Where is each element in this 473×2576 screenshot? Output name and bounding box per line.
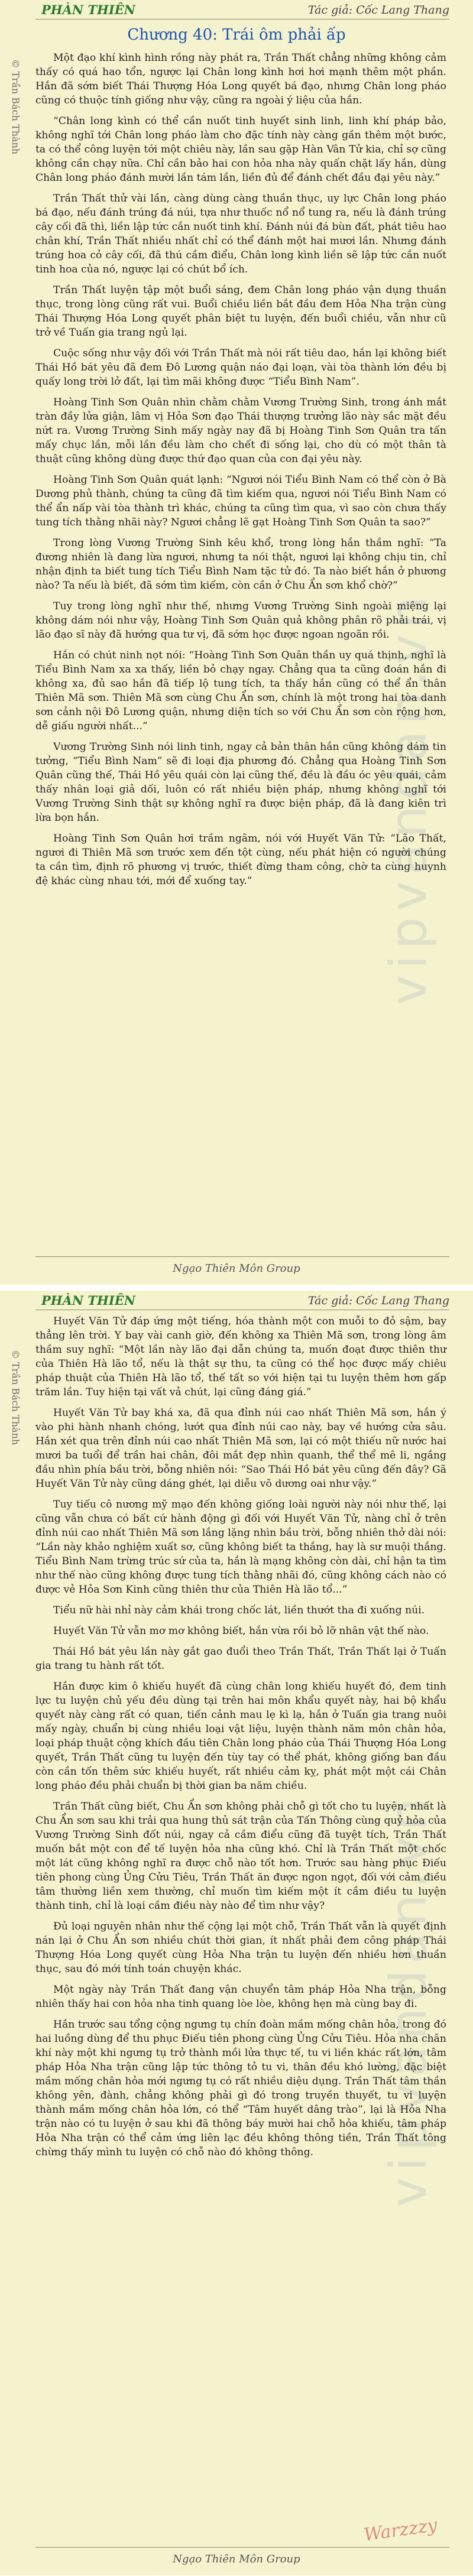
header-divider bbox=[35, 19, 449, 20]
paragraph: Hoàng Tinh Sơn Quân quát lạnh: “Ngươi nói Tiểu Bình Nam có thể còn ở Bà Dương phủ thành, chúng ta cũng đã tìm kiếm qua, ngươi nói Tiểu Bình Nam có thể ẩn nấp vài tòa thành trì khác, chúng ta cũng tìm qua, vì sao còn chưa thấy tung tích thằng nhãi này? Ngươi chẳng lẽ gạt Hoàng Tinh Sơn Quân ta sao?” bbox=[35, 474, 446, 528]
author-label: Tác giả: Cốc Lang Thang bbox=[307, 1294, 449, 1307]
page-one bbox=[0, 0, 473, 1285]
paragraph: Hoàng Tinh Sơn Quân hơi trầm ngâm, nói với Huyết Văn Tử: “Lão Thất, ngươi đi Thiên Mã sơn trước xem đến tột cùng, nếu phát hiện có người chúng ta cần tìm, định rõ phương vị trước, thiết đừng tham công, chờ ta cùng huynh đệ khác cùng nhau tới, mới để xuống tay.” bbox=[35, 833, 446, 887]
chapter-body-page-two bbox=[35, 1314, 446, 2166]
page-header bbox=[0, 1291, 473, 1308]
paragraph: Tiểu nữ hài nhỉ này cảm khái trong chốc lát, liền thướt tha đi xuống núi. bbox=[53, 1604, 425, 1616]
side-credit-text: © Trần Bách Thành bbox=[10, 59, 22, 154]
paragraph: Trần Thất thử vài lần, càng dùng càng thuần thục, uy lực Chân long pháo bá đạo, nếu đánh trúng đá núi, tựa như thuốc nổ nổ tung ra, nếu là đánh trúng cây cối đã thì, liền lập tức cắn nuốt tinh khí. Đánh núi đá bùn đất, phát tiêu hao chân khí, Trần Thất nhiều nhất chỉ có thể đánh một hai mươi lần. Nhưng đánh trúng hoa cỏ cây cối, đã thú cầm điểu, Chân long kình liền sẽ lập tức cắn nuốt tinh hoa của nó, ngược lại có chút bổ ích. bbox=[35, 193, 446, 275]
paragraph: “Chân long kình có thể cần nuốt tinh huyết sinh linh, linh khí pháp bảo, không nghĩ tới Chân long pháo làm cho đặc tính này càng gần thêm một bước, ta có thể công luyện tới một chiêu này, lần sau gặp Hàn Vân Tử kia, chỉ sợ cũng không cần chạy nữa. Chỉ cần bảo hai con hỏa nha này quấn chặt lấy hắn, dùng Chân long pháo đánh mười lần tám lần, liền đủ để đánh chết đầu đại yêu này.” bbox=[35, 115, 446, 184]
paragraph: Một đạo khí kình hình rồng này phát ra, Trần Thất chẳng những không cảm thấy có quá hao tổn, ngược lại Chân long kình hơi hơi mạnh thêm một phần. Hắn đã sớm biết Thái Thượng Hóa Long quyết bá đạo, nhưng Chân long pháo cũng có thuộc tính giống như vậy, cũng ra ngoài ý liệu của hắn. bbox=[35, 52, 446, 106]
paragraph: Hắn có chút ninh nọt nói: “Hoàng Tinh Sơn Quân thần uy quá thịnh, nghĩ là Tiểu Bình Nam xa xa thấy, liền bỏ chạy ngay. Chẳng qua ta cũng đoán hắn đi không xa, đủ sao hắn đã tiếp lộ tung tích, ta thấy hắn cũng có thể ẩn thân Thiên Mã sơn. Thiên Mã sơn cùng Chu Ẩn sơn, chính là một trong hai tòa danh sơn cảnh nội Đô Lương quận, nhưng diện tích so với Chu Ẩn sơn còn rộng hơn, dễ giấu người nhất...” bbox=[35, 649, 446, 732]
paragraph: Huyết Văn Tử bay khá xa, đã qua đỉnh núi cao nhất Thiên Mã sơn, hắn ý vào phi hành nhanh chóng, lướt qua đỉnh núi cao này, bay về hướng cửa sâu. Hắn xét qua trên đỉnh núi cao nhất Thiên Mã sơn, lại có một thiếu nữ nước hai mươi ba tuổi để trần hai chân, đôi mắt đẹp nhìn quanh, thể thể mê li, ngắng đầu nhìn phía bầu trời, bỗng nhiên nói: “Sao Thái Hồ bát yêu cũng đến đây? Gã Huyết Văn Tử này cũng dáng ghét, lại diễu võ dương oai như vậy.” bbox=[35, 1407, 446, 1490]
chapter-title: Chương 40: Trái ôm phải ấp bbox=[127, 26, 346, 44]
footer-divider bbox=[35, 1256, 449, 1257]
paragraph: Trần Thất luyện tập một buổi sáng, đem Chân long pháo vận dụng thuần thục, trong lòng cũng rất vui. Buổi chiều liền bắt đầu đem Hỏa Nha trận cùng Thái Thượng Hóa Long quyết phân biệt tu luyện, đến buổi chiều, vẫn như cũ trở về Tuấn gia trang ngủ lại. bbox=[35, 284, 446, 339]
paragraph: Trong lòng Vương Trường Sinh kêu khổ, trong lòng hắn thầm nghĩ: “Ta đương nhiên là đang lừa ngươi, nhưng ta nói thật, ngươi lại không chịu tin, chỉ nhận định ta biết tung tích Tiểu Bình Nam tặc tử đó. Ta nào biết hắn ở phương nào? Ta nếu là biết, đã sớm tìm kiếm, còn cần ở Chu Ẩn sơn khổ chờ?” bbox=[35, 537, 446, 592]
page-two bbox=[0, 1291, 473, 2575]
page-footer: Ngạo Thiên Môn Group bbox=[173, 2553, 300, 2565]
paragraph: Thái Hồ bát yêu lần này gắt gao đuổi theo Trần Thất, Trần Thất lại ở Tuấn gia trang tu hành rất tốt. bbox=[35, 1646, 446, 1672]
side-credit bbox=[6, 1326, 26, 1468]
paragraph: Tuy tiếu cô nương mỹ mạo đến không giống loài người này nói như thế, lại cũng vẫn chưa có bất cứ hành động gì đối với Huyết Văn Tử, nàng chỉ ở trên đỉnh núi cao nhất Thiên Mã sơn lắng lặng nhìn bầu trời, bỗng nhiên thở dài nói: “Lần này khảo nghiệm xuất sơ, cũng không biết ta thắng, hay là sư muội thắng. Tiểu Bình Nam trừng trúc sứ của ta, hắn là mạng không còn dài, chỉ hận ta tìm như thế nào cũng không được tung tích thằng nhãi đó, cũng không cách nào có được vẻ Hỏa Sơn Kinh cũng thiên thư của Thiên Hà lão tổ...” bbox=[35, 1499, 446, 1596]
page-gap bbox=[0, 1285, 473, 1291]
section-label: PHÀN THIÊN bbox=[41, 1293, 135, 1308]
paragraph: Hoàng Tinh Sơn Quân nhìn chằm chằm Vương Trường Sinh, trong ánh mắt tràn đầy lửa giận, lâm vị Hỏa Sơn đạo Thái thượng trưởng lão này sắc mặt đều nứt ra. Vương Trường Sinh mấy ngày nay đã bị Hoàng Tinh Sơn Quân tra tấn mấy chục lần, mỗi lần đều làm cho chết đi sống lại, cho dù có một thân tà thuật cũng không dùng được thứ đạo quan của con đại yêu này. bbox=[35, 397, 446, 465]
paragraph: Huyết Văn Tử vẫn mơ mơ không biết, hắn vừa rồi bỏ lỡ nhân vật thế nào. bbox=[53, 1625, 429, 1637]
section-label: PHÀN THIÊN bbox=[41, 2, 135, 17]
paragraph: Trần Thất cũng biết, Chu Ẩn sơn không phải chỗ gì tốt cho tu luyện, nhất là Chu Ẩn sơn sau khi trải qua hung thủ sát trận của Tấn Thông cùng quỷ hỏa của Vương Trường Sinh đốt núi, ngay cả cầm điểu cũng đã tuyệt tích, Trần Thất muốn bắt một con để tế luyện hỏa nha cũng khó. Chỉ là Trần Thất một chốc một lát cũng không nghĩ ra được chỗ nào tốt hơn. Trước sau hàng phục Điếu tiên phong cùng Ủng Cửu Tiêu, Trần Thất ăn được ngon ngọt, đối với cảm điều tâm thường liền xem thường, chỉ muốn tìm kiếm một ít cầm điều tu luyện thành tinh, chỉ là loại cầm điều này nào để tìm như vậy? bbox=[35, 1801, 446, 1912]
chapter-body-page-one bbox=[35, 51, 446, 895]
page-footer: Ngạo Thiên Môn Group bbox=[173, 1262, 300, 1275]
paragraph: Một ngày này Trần Thất đang vận chuyển tâm pháp Hỏa Nha trận, bỗng nhiên thấy hai con hỏa nha tinh quang lòe lòe, không hẹn mà cùng bay đi. bbox=[35, 1984, 446, 2010]
paragraph: Vương Trường Sinh nói linh tinh, ngay cả bản thân hắn cũng không dám tin tưởng, “Tiểu Bình Nam” sẽ đi loại địa phương đó. Chẳng qua Hoàng Tinh Sơn Quân cũng thế, Thái Hồ yêu quái còn lại cũng thế, đều là đầu óc yêu quái, cảm thấy nhân loại giả dối, luôn có rất nhiều biện pháp, nhưng không nghĩ tới Vương Trường Sinh thật sự không nghĩ ra được biện pháp, đã là đang kiên trì lừa bọn hắn. bbox=[35, 741, 446, 824]
author-label: Tác giả: Cốc Lang Thang bbox=[307, 4, 449, 17]
footer-divider bbox=[35, 2547, 449, 2548]
side-credit-text: © Trần Bách Thành bbox=[10, 1349, 22, 1445]
side-credit bbox=[6, 35, 26, 177]
paragraph: Hắn trước sau tổng cộng ngưng tụ chín đoàn mầm mống chân hỏa, trong đó hai luồng dùng để thu phục Điếu tiên phong cùng Ủng Cửu Tiêu. Hỏa nha chân khí này một khi ngưng tụ trở thành mồi lửa thực tế, tu vi liền khác rất lớn, tâm pháp Hỏa Nha trận cũng lập tức thông tỏ tu vi, thân đều khó lường, đặc biệt mầm mống chân hỏa mới ngưng tụ có rất nhiều diệu dụng. Trần Thất tâm thần không yên, đành, chẳng không phải gì đó trong truyền thuyết, tu vi luyện thành mầm mống chân hỏa lớn, có thể “Tâm huyết dâng trào”, lại là Hỏa Nha trận nào có tu luyện ở sau khi đã thông báy mười hai chỗ hỏa khiếu, tâm pháp Hỏa Nha trận có thể cảm ứng liên lạc đều không thông tiền, Trần Thất tông chừng thấy mình tu luyện có chỗ nào đó không thông. bbox=[35, 2019, 446, 2158]
watermark: vipvandan.vn bbox=[379, 1792, 439, 2208]
paragraph: Cuộc sống như vậy đối với Trần Thất mà nói rất tiêu dao, hắn lại không biết Thái Hồ bát yêu đã đem Đô Lương quận náo đại loạn, vài tòa thành lớn đều bị quấy long trời lở đất, lại tìm mãi không được “Tiểu Bình Nam”. bbox=[35, 347, 446, 388]
page-header bbox=[0, 0, 473, 18]
paragraph: Hắn được kim ô khiếu huyết đã cùng chân long khiếu huyết đó, đem tinh lực tu luyện chủ yếu đều dùng tại trên hai môn khẩu quyết này, hai bộ khẩu quyết này càng rất có quan, tiến cảnh mau lẹ kì lạ, hắn ở Tuấn gia trang nuôi mấy ngày, chuẩn bị cùng nhiều loại vật liệu, luyện thành năm môn chân hỏa, loại pháp thuật cộng khích đầu tiên Chân long pháo của Thái Thượng Hóa Long quyết, Trần Thất cũng tu luyện đến tùy tay có thể phát, không giống ban đầu còn cần tốn thêm sức khiếu huyết, rất nhiều cảm kỵ, phát một một cái Chân long pháo đều phải chuẩn bị thời gian ba năm chiều. bbox=[35, 1681, 446, 1792]
watermark: vipvandan.vn bbox=[379, 590, 439, 1006]
paragraph: Đủ loại nguyên nhân như thế cộng lại một chỗ, Trần Thất vẫn là quyết định nán lại ở Chu Ẩn sơn nhiều chút thời gian, ít nhất phải đem công pháp Thái Thượng Hóa Long quyết cùng Hỏa Nha trận tu luyện đến nhiều hơn thuần thục, sau đó mới tính toán chuyện khác. bbox=[35, 1921, 446, 1975]
signature-stamp: Warzzzy bbox=[362, 2515, 439, 2546]
paragraph: Huyết Văn Tử đáp ứng một tiếng, hóa thành một con muỗi to đỏ sậm, bay thẳng lên trời. Y bay vài canh giờ, đến không xa Thiên Mã sơn, trong lòng âm thầm suy nghĩ: “Một lần này lão đại dẫn chúng ta, muốn đoạt được thiên thư của Thiên Hà lão tổ, nếu là thật sự thu, ta cũng có thể học được mấy chiêu pháp thuật của Thiên Hà lão tổ, thế tất so với hiện tại tu luyện thêm hơn gấp trăm lần. Tuy hiện tại vất vả chút, lại cũng đáng giá.” bbox=[35, 1315, 446, 1398]
paragraph: Tuy trong lòng nghĩ như thế, nhưng Vương Trường Sinh ngoài miệng lại không dám nói như vậy, Hoàng Tinh Sơn Quân quả không phân rõ phải trái, vị lão đạo sĩ này đã hướng qua tư vị, đã sớm học được ngoan ngoãn rồi. bbox=[35, 600, 446, 641]
